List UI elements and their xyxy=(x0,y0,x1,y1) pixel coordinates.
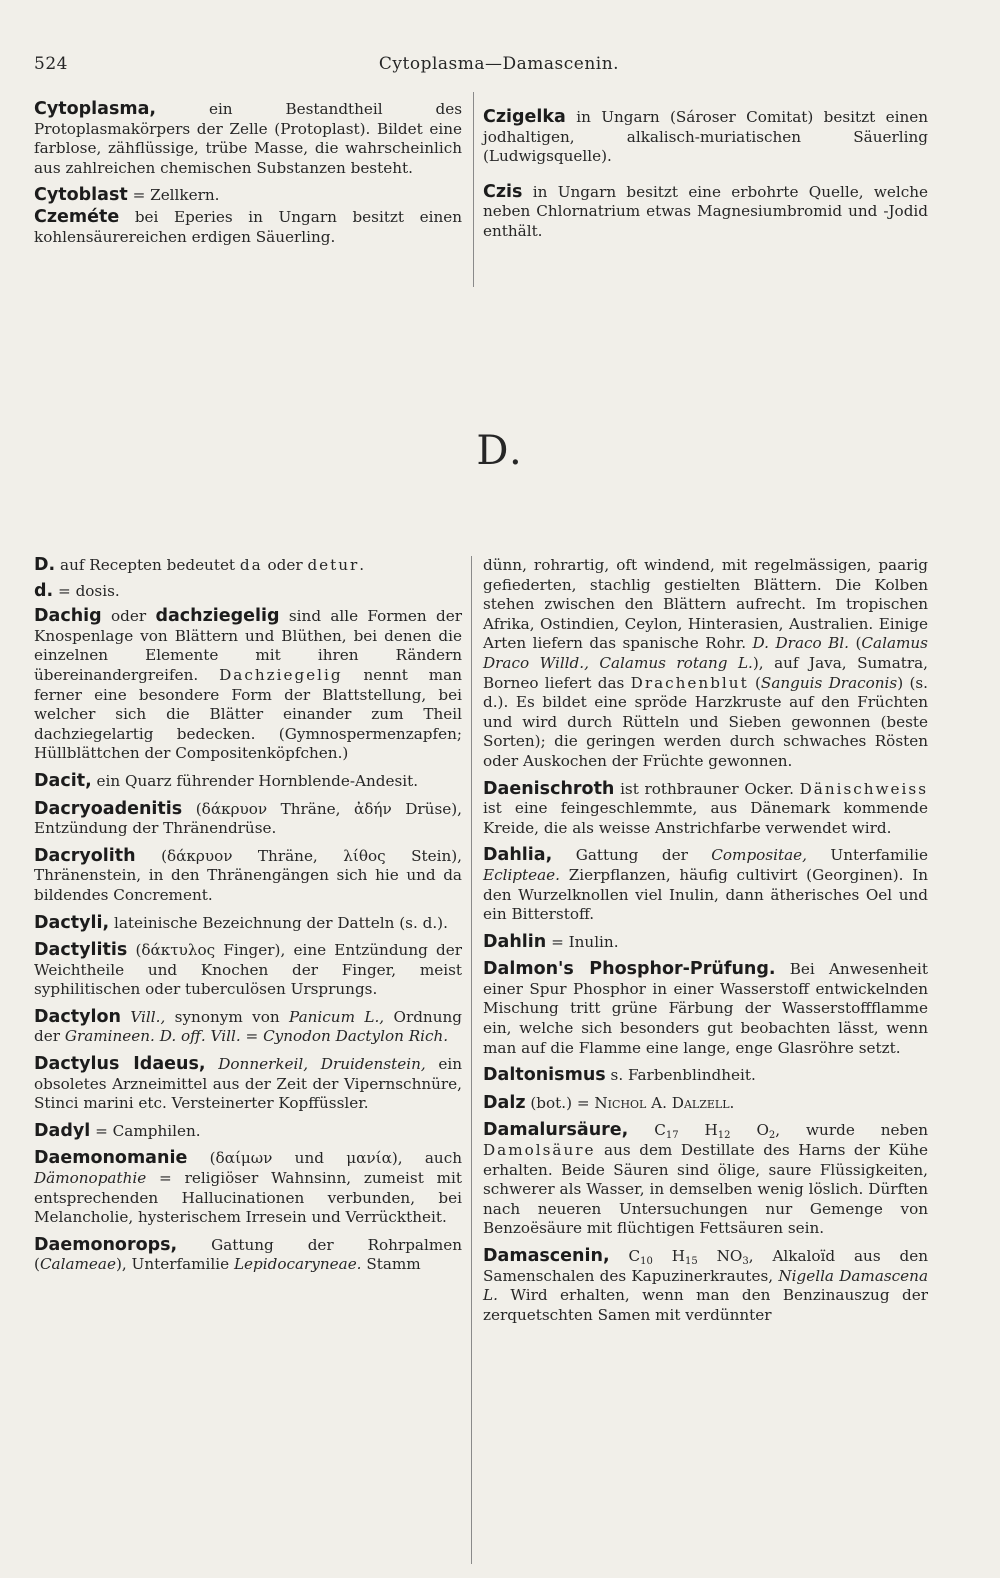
formula-subscript: 3 xyxy=(742,1256,749,1267)
entry-text: s. Farbenblindheit. xyxy=(605,1066,756,1085)
running-title: Cytoplasma—Damascenin. xyxy=(378,54,620,74)
page-number: 524 xyxy=(34,54,68,74)
entry-term: dachziegelig xyxy=(155,606,280,627)
top-right-column xyxy=(483,108,928,250)
entry-text: in Ungarn besitzt eine erbohrte Quelle, welche neben Chlornatrium etwas Magnesiumbromid und -Jodid enthält. xyxy=(483,182,928,240)
entry-dalz xyxy=(483,1094,928,1114)
spaced-word: Dänischweiss xyxy=(799,779,928,798)
entry-text: ( xyxy=(748,673,761,692)
entry-term: Dahlin xyxy=(483,931,547,952)
italic-text: Panicum L., xyxy=(289,1007,385,1026)
entry-dahlin xyxy=(483,933,928,953)
entry-term: Daenischroth xyxy=(483,778,615,799)
entry-term: Dactylon xyxy=(34,1006,121,1027)
entry-dachig xyxy=(34,607,462,764)
spaced-word: da xyxy=(239,556,263,574)
entry-text: Unterfamilie xyxy=(806,846,928,865)
entry-term: Dacryolith xyxy=(34,845,136,866)
entry-term: Czeméte xyxy=(34,206,120,227)
italic-text: Calamus Draco Willd., Calamus rotang L. xyxy=(483,634,928,672)
entry-text: ), auf Java, Sumatra, Borneo liefert das xyxy=(483,653,928,692)
italic-text: Nigella Damascena L. xyxy=(483,1266,929,1305)
formula-subscript: 2 xyxy=(768,1130,776,1142)
entry-text: Gattung der xyxy=(552,846,712,865)
right-column xyxy=(483,556,928,1333)
entry-text: Ordnung der xyxy=(34,1007,462,1046)
formula-subscript: 15 xyxy=(685,1256,698,1267)
entry-term: Dalz xyxy=(483,1092,526,1113)
entry-term: Daemonomanie xyxy=(34,1148,188,1169)
section-letter: D. xyxy=(476,428,524,474)
spaced-word: detur xyxy=(307,556,360,574)
entry-text: Bei Anwesenheit einer Spur Phosphor in einer Wasserstoff entwickelnden Mischung tritt grüne Färbung der Wasserstoffflamme ein, welche sich besonders gut beobachten lässt, wenn man auf die Flamme eine lange, enge Glasröhre setzt. xyxy=(483,960,928,1057)
entry-text: auf Recepten bedeutet xyxy=(55,556,240,574)
entry-text: = Inulin. xyxy=(546,932,619,951)
entry-term: Daemonorops, xyxy=(34,1234,178,1255)
spaced-word: Drachenblut xyxy=(630,673,749,692)
entry-dacryolith xyxy=(34,847,462,906)
entry-term: Dactylus Idaeus, xyxy=(34,1054,206,1075)
entry-dadyl xyxy=(34,1122,462,1142)
entry-czigelka xyxy=(483,108,928,167)
entry-term: Dahlia, xyxy=(483,845,553,866)
entry-daenischroth xyxy=(483,780,928,839)
italic-text: Lepidocaryneae. xyxy=(233,1255,362,1274)
entry-term: Czigelka xyxy=(483,107,566,127)
entry-term: Dadyl xyxy=(34,1120,91,1141)
entry-text: . xyxy=(359,556,365,574)
entry-text: = xyxy=(240,1027,264,1046)
entry-damascenin xyxy=(483,1247,928,1325)
entry-text: in Ungarn (Sároser Comitat) besitzt einen jodhaltigen, alkalisch-muriatischen Säuerling (Ludwigsquelle). xyxy=(483,108,928,166)
entry-text: ( xyxy=(848,634,862,653)
entry-text: (bot.) = xyxy=(525,1093,595,1112)
entry-text: Gattung der Rohrpalmen ( xyxy=(34,1235,462,1274)
column-divider-top xyxy=(473,92,474,287)
italic-text: Eclipteae. xyxy=(483,865,560,884)
formula-subscript: 12 xyxy=(717,1130,731,1142)
entry-text: ein Quarz führender Hornblende-Andesit. xyxy=(91,771,419,790)
formula-part: NO xyxy=(697,1247,743,1265)
formula-part: C xyxy=(628,1121,666,1140)
formula-part: H xyxy=(652,1247,685,1265)
left-column xyxy=(34,556,462,1283)
entry-term: Damascenin, xyxy=(483,1246,610,1266)
entry-text: = religiöser Wahnsinn, zumeist mit entsprechenden Hallucinationen verbunden, bei Melancholie, hysterischem Irresein und Verrücktheit. xyxy=(34,1169,462,1227)
entry-damalursaeure xyxy=(483,1121,928,1239)
spaced-word: Dachziegelig xyxy=(219,665,343,684)
entry-term: Dactylitis xyxy=(34,940,128,961)
italic-text: Dämonopathie xyxy=(34,1169,147,1188)
entry-text: oder xyxy=(262,556,308,574)
entry-d-lower xyxy=(34,582,462,602)
entry-text: = Camphilen. xyxy=(90,1121,201,1140)
entry-text: ) (s. d.). Es bildet eine spröde Harzkruste auf den Früchten und wird durch Rütteln und Sieben gewonnen (beste Sorten); die geringen werden durch schwaches Rösten oder Auskochen der Früchte gewonnen. xyxy=(483,673,928,770)
entry-text: ein obsoletes Arzneimittel aus der Zeit der Vipernschnüre, Stinci marini etc. Versteinerter Kopffüssler. xyxy=(34,1055,462,1113)
entry-text: aus dem Destillate des Harns der Kühe erhalten. Beide Säuren sind ölige, saure Flüssigkeiten, schwerer als Wasser, in demselben wenig löslich. Dürften nach neueren Untersuchungen nur Gemenge von Benzoësäure mit flüchtigen Fettsäuren sein. xyxy=(483,1141,928,1238)
entry-text: = dosis. xyxy=(53,581,120,600)
small-caps-text: Nichol A. Dalzell. xyxy=(594,1093,735,1112)
entry-text: (δάκρυον Thräne, ἀδήν Drüse), Entzündung der Thränendrüse. xyxy=(34,799,462,838)
entry-czis xyxy=(483,183,928,242)
entry-text: Zierpflanzen, häufig cultivirt (Georginen). In den Wurzelknollen viel Inulin, dann ätherisches Oel und ein Bitterstoff. xyxy=(483,865,928,924)
entry-term: D. xyxy=(34,555,56,575)
entry-cytoplasma xyxy=(34,100,462,178)
entry-text: synonym von xyxy=(165,1007,290,1026)
entry-d-upper xyxy=(34,556,462,576)
entry-term: d. xyxy=(34,580,54,601)
column-divider-main xyxy=(471,556,472,1564)
entry-dactylus-idaeus xyxy=(34,1055,462,1114)
entry-term: Daltonismus xyxy=(483,1065,606,1086)
entry-term: Cytoblast xyxy=(34,185,128,206)
entry-text: = Zellkern. xyxy=(127,186,220,205)
entry-daltonismus xyxy=(483,1066,928,1086)
entry-daemonorops xyxy=(34,1236,462,1275)
entry-daemonomanie xyxy=(34,1149,462,1227)
formula-part: C xyxy=(609,1247,641,1265)
entry-text: (δαίμων und μανία), auch xyxy=(187,1149,462,1168)
formula-part: O xyxy=(730,1121,769,1140)
entry-term: Dalmon's Phosphor-Prüfung. xyxy=(483,959,776,980)
entry-text: , wurde neben xyxy=(775,1121,929,1140)
entry-czemete xyxy=(34,208,462,247)
entry-term: Czis xyxy=(483,181,523,202)
entry-text: ist rothbrauner Ocker. xyxy=(614,779,800,798)
italic-text: D. Draco Bl. xyxy=(752,634,849,653)
entry-text: bei Eperies in Ungarn besitzt einen kohlensäurereichen erdigen Säuerling. xyxy=(34,207,462,246)
entry-dalmon xyxy=(483,960,928,1058)
entry-text: oder xyxy=(101,607,156,626)
entry-dactylon xyxy=(34,1008,462,1047)
entry-text: ist eine feingeschlemmte, aus Dänemark kommende Kreide, die als weisse Anstrichfarbe verwendet wird. xyxy=(483,799,928,837)
entry-term: Dachig xyxy=(34,606,102,627)
entry-term: Dacit, xyxy=(34,770,92,791)
formula-part: H xyxy=(678,1121,718,1140)
formula-subscript: 10 xyxy=(640,1256,653,1267)
entry-text: ein Bestandtheil des Protoplasmakörpers der Zelle (Protoplast). Bildet eine farblose, zähflüssige, trübe Masse, die wahrscheinlich aus zahlreichen chemischen Substanzen besteht. xyxy=(34,100,462,177)
italic-text: Donnerkeil, Druidenstein, xyxy=(205,1055,426,1074)
entry-term: Dactyli, xyxy=(34,912,110,933)
page-header xyxy=(34,54,964,78)
italic-text: Calameae xyxy=(39,1255,116,1274)
italic-text: Vill., xyxy=(120,1007,166,1026)
entry-daemonorops-continued xyxy=(483,556,928,772)
entry-text: , Alkaloïd aus den Samenschalen des Kapuzinerkrautes, xyxy=(483,1247,928,1285)
entry-text: Stamm xyxy=(361,1255,421,1274)
entry-text: ), Unterfamilie xyxy=(115,1255,234,1274)
entry-dactylitis xyxy=(34,941,462,1000)
entry-dahlia xyxy=(483,846,928,924)
entry-text: lateinische Bezeichnung der Datteln (s. d.). xyxy=(109,913,448,932)
italic-text: Cynodon Dactylon Rich. xyxy=(263,1027,449,1046)
italic-text: Sanguis Draconis xyxy=(760,673,898,692)
entry-dactyli xyxy=(34,914,462,934)
entry-text: nennt man ferner eine besondere Form der Blattstellung, bei welcher sich die Blätter einander zum Theil dachziegelartig bedecken. (Gymnospermenzapfen; Hüllblättchen der Compositenköpfchen.) xyxy=(34,665,462,763)
spaced-word: Damolsäure xyxy=(483,1141,596,1160)
entry-text: Wird erhalten, wenn man den Benzinauszug der zerquetschten Samen mit verdünnter xyxy=(483,1286,928,1324)
entry-dacryoadenitis xyxy=(34,800,462,839)
entry-term: Dacryoadenitis xyxy=(34,798,183,819)
entry-text: sind alle Formen der Knospenlage von Blättern und Blüthen, bei denen die einzelnen Elemente mit ihren Rändern übereinandergreifen. xyxy=(34,607,462,684)
italic-text: Compositae, xyxy=(711,846,807,865)
entry-term: Damalursäure, xyxy=(483,1120,629,1141)
entry-cytoblast xyxy=(34,186,462,206)
entry-dacit xyxy=(34,772,462,792)
entry-text: (δάκρυον Thräne, λίθος Stein), Thränenstein, in den Thränengängen sich hie und da bildendes Concrement. xyxy=(34,846,462,904)
italic-text: Gramineen. D. off. Vill. xyxy=(64,1027,241,1046)
entry-text: dünn, rohrartig, oft windend, mit regelmässigen, paarig gefiederten, stachlig gestielten Blättern. Die Kolben stehen zwischen den Blättern aufrecht. Im tropischen Afrika, Ostindien, Ceylon, Hinterasien, Australien. Einige Arten liefern das spanische Rohr. xyxy=(483,556,928,653)
top-left-column xyxy=(34,100,462,255)
entry-text: (δάκτυλος Finger), eine Entzündung der Weichtheile und Knochen der Finger, meist syphilitischen oder tuberculösen Ursprungs. xyxy=(34,941,462,999)
entry-term: Cytoplasma, xyxy=(34,99,157,119)
formula-subscript: 17 xyxy=(665,1130,679,1142)
